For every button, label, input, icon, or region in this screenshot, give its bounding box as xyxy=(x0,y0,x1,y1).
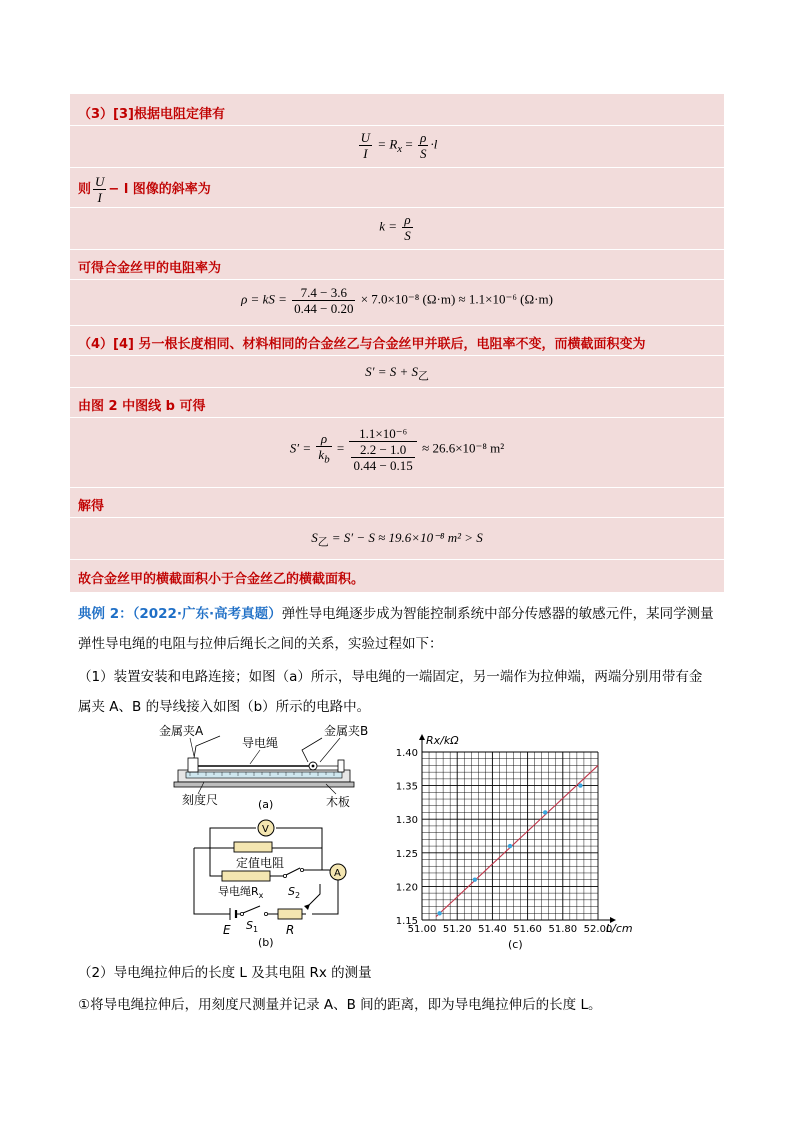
clip-b-center xyxy=(312,765,315,768)
row-slope-intro xyxy=(70,168,724,208)
row-eq1 xyxy=(70,126,724,168)
row-eq3 xyxy=(70,280,724,326)
data-point xyxy=(437,911,441,915)
label-fixed-resistor: 定值电阻 xyxy=(236,856,285,870)
caption-b: (b) xyxy=(258,936,274,949)
chart-x-axis-label: L/cm xyxy=(606,922,633,935)
right-post xyxy=(338,760,344,772)
equation-5: S′ = $\frac{\rho}{k_b}$ = $\frac{\text{1.1×10⁻⁶}}{\frac{2.2 - 1.0}{0.44 - 0.15}}$ ≈ 26.6×10⁻⁸ m² xyxy=(289,426,505,473)
equation-6: $S_乙 = S' - S \approx 19.6\times 10^{-8}$ m² > S xyxy=(311,530,483,549)
rheostat-slider-arrow xyxy=(304,904,310,910)
label-board: 木板 xyxy=(326,795,351,809)
chart-grid xyxy=(422,752,598,920)
p4-text: （4）[4] 另一根长度相同、材料相同的合金丝乙与合金丝甲并联后，电阻率不变，而横截面积变为 xyxy=(78,337,646,352)
switch-s2-blade xyxy=(286,868,300,875)
clip-a-leader xyxy=(190,738,194,756)
x-tick-label: 51.00 xyxy=(407,924,437,935)
rope-leader xyxy=(250,750,260,764)
slope-intro: 则 $\frac{U}{I}$ − l 图像的斜率为 xyxy=(78,174,211,205)
clip-b-wire xyxy=(302,738,322,762)
ruler-shape xyxy=(186,772,342,778)
example-line-1: 典例 2：（2022·广东·高考真题）弹性导电绳逐步成为智能控制系统中部分传感器的敏感元件，某同学测量 xyxy=(78,606,714,622)
row-resistivity-intro xyxy=(70,250,724,280)
caption-a: (a) xyxy=(258,798,274,811)
fixed-resistor xyxy=(234,842,272,852)
label-e: E xyxy=(223,923,231,937)
row-p3 xyxy=(70,94,724,126)
row-fig2 xyxy=(70,388,724,418)
equation-2: k = $\frac{\rho}{S}$ xyxy=(379,212,411,243)
label-clip-b: 金属夹B xyxy=(324,724,369,738)
label-rope: 导电绳 xyxy=(242,736,279,750)
y-tick-label: 1.35 xyxy=(395,781,418,793)
y-tick-label: 1.20 xyxy=(395,882,418,894)
example-line-6: ①将导电绳拉伸后，用刻度尺测量并记录 A、B 间的距离，即为导电绳拉伸后的长度 L。 xyxy=(78,997,602,1013)
x-tick-label: 52.00 xyxy=(583,924,613,935)
conclusion: 故合金丝甲的横截面积小于合金丝乙的横截面积。 xyxy=(78,572,365,587)
example-line-4: 属夹 A、B 的导线接入如图（b）所示的电路中。 xyxy=(78,699,371,715)
data-point xyxy=(508,844,512,848)
example-source: （2022·广东·高考真题） xyxy=(132,606,282,622)
y-tick-label: 1.30 xyxy=(395,815,418,827)
p3-heading: （3）[3]根据电阻定律有 xyxy=(78,107,225,122)
chart-y-axis-label: Rx/kΩ xyxy=(426,734,459,747)
voltmeter-label: V xyxy=(262,824,269,835)
example-label: 典例 2： xyxy=(78,606,133,622)
ammeter-label: A xyxy=(334,868,341,879)
data-point xyxy=(578,783,582,787)
switch-s1-blade xyxy=(243,906,260,913)
chart-marks xyxy=(436,765,598,916)
y-tick-label: 1.15 xyxy=(395,916,418,927)
chart-caption: (c) xyxy=(508,938,523,951)
row-conclusion xyxy=(70,560,724,592)
clip-a-wire xyxy=(194,736,220,758)
rope-resistor xyxy=(222,871,270,881)
equation-4: $S' = S + S_乙$ xyxy=(365,364,429,383)
label-s2: $S_2$ xyxy=(288,885,301,900)
chart-tick-labels xyxy=(396,748,613,935)
row-eq5 xyxy=(70,418,724,488)
y-tick-label: 1.40 xyxy=(395,748,418,759)
fit-line xyxy=(436,765,598,916)
switch-s2-contact xyxy=(300,868,303,871)
equation-3: ρ = kS = $\frac{7.4 - 3.6}{0.44 - 0.20}$ × 7.0×10⁻⁸ (Ω·m) ≈ 1.1×10⁻⁶ (Ω·m) xyxy=(241,285,553,316)
solve-text: 解得 xyxy=(78,499,105,514)
x-tick-label: 51.60 xyxy=(513,924,542,935)
data-point xyxy=(473,877,477,881)
figure-a-apparatus xyxy=(150,722,390,814)
x-tick-label: 51.20 xyxy=(442,924,472,935)
row-solve xyxy=(70,488,724,518)
solution-box xyxy=(70,94,724,592)
x-tick-label: 51.80 xyxy=(548,924,578,935)
chart-axes xyxy=(419,734,616,923)
equation-1: $\frac{U}{I}$ = $R_x$ = $\frac{\rho}{S}$ ·l xyxy=(360,130,438,161)
data-point xyxy=(543,810,547,814)
row-eq4 xyxy=(70,356,724,388)
figure-b-circuit xyxy=(190,816,360,950)
row-eq2 xyxy=(70,208,724,250)
switch-s1-contact xyxy=(264,912,267,915)
label-ruler: 刻度尺 xyxy=(182,793,219,807)
row-p4 xyxy=(70,326,724,356)
rheostat xyxy=(278,909,302,919)
left-post xyxy=(188,758,198,772)
example-line-2: 弹性导电绳的电阻与拉伸后绳长之间的关系，实验过程如下： xyxy=(78,636,443,652)
example-line-5: （2）导电绳拉伸后的长度 L 及其电阻 Rx 的测量 xyxy=(78,965,372,981)
label-r: R xyxy=(286,923,295,937)
label-s1: $S_1$ xyxy=(246,919,259,934)
y-axis-arrow xyxy=(419,734,425,740)
fig2-text: 由图 2 中图线 b 可得 xyxy=(78,399,206,414)
label-rope-resistor: 导电绳$R_x$ xyxy=(218,885,264,900)
x-tick-label: 51.40 xyxy=(478,924,507,935)
row-eq6 xyxy=(70,518,724,560)
resistivity-intro: 可得合金丝甲的电阻率为 xyxy=(78,261,222,276)
example-line-3: （1）装置安装和电路连接；如图（a）所示，导电绳的一端固定，另一端作为拉伸端，两端分别用带有金 xyxy=(78,669,703,685)
label-clip-a: 金属夹A xyxy=(159,724,204,738)
clip-b-leader xyxy=(320,738,340,762)
y-tick-label: 1.25 xyxy=(395,848,418,860)
figure-c-chart xyxy=(386,724,640,952)
board-base xyxy=(174,782,354,787)
